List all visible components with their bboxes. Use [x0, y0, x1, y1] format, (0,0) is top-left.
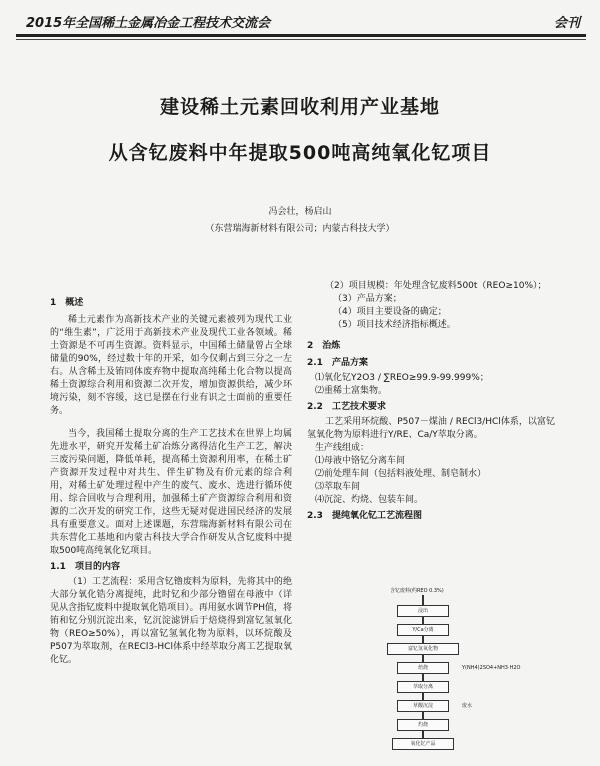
list-item: （4）项目主要设备的确定；: [333, 307, 447, 317]
list-item: ⑴母液中铬钇分离车间: [315, 456, 406, 466]
paragraph: 生产线组成：: [315, 443, 370, 453]
header-rule-thin: [16, 39, 586, 40]
paragraph: （1）工艺流程：采用含钇镥废料为原料，先将其中的绝大部分氧化锆分离提纯，此时钇和少部分镥留在母液中（详见从含指钇废料中提取氧化锆项目）。再用氨水调节PH值，将铕和钇分别沉淀出来，钇沉淀滤饼后于焙烧得到富钇氢氧化物（REO≥50%），再以富钇氢氧化物为原料，以环烷酸及P507为萃取剂，在RECl3-HCl体系中经萃取分离工艺提取氧化钇。: [50, 577, 292, 665]
flow-box: 富钇氢氧化物: [387, 643, 459, 655]
list-item: （3）产品方案；: [333, 294, 402, 304]
affiliation: （东营瑞海新材料有限公司；内蒙古科技大学）: [205, 224, 395, 234]
subsection-heading: 2.2 工艺技术要求: [307, 402, 386, 412]
header-label: 会刊: [553, 16, 580, 31]
list-item: ⑴氧化钇Y2O3 / ∑REO≥99.9-99.999%；: [315, 373, 489, 383]
flow-side-label: 废水: [462, 703, 473, 709]
flow-box: 焙烧: [397, 662, 449, 674]
flow-box: 氧化钇产品: [392, 738, 454, 750]
paragraph: 稀土元素作为高新技术产业的关键元素被列为现代工业的“维生素”，广泛用于高新技术产业及现代工业各领域。稀土资源是不可再生资源。资料显示，中国稀土储量曾占全球储量的90%，经过数十年的开采，如今仅剩占到三分之一左右。从含稀土及铕同体废弃物中提取高纯稀土化合物以提高稀土资源综合利用和资源二次开发，增加资源供给，减少环境污染，刻不容缓，这已是摆在行业有识之士面前的重要任务。: [50, 315, 292, 416]
header-conference: 2015年全国稀土金属冶金工程技术交流会: [26, 16, 271, 31]
authors: 冯会壮，杨启山: [268, 207, 332, 217]
flow-side-label: Y(NH4)2SO4+NH3·H2O: [462, 665, 521, 671]
subsection-heading: 1.1 项目的内容: [50, 562, 120, 572]
section-heading: 2 治炼: [307, 341, 341, 351]
list-item: ⑷沉淀、灼烧、包装车间。: [315, 495, 424, 505]
paragraph: 工艺采用环烷酸、P507－煤油 / RECl3/HCl体系，以富钇氢氧化物为原料进行Y/RE、Ca/Y萃取分离。: [307, 417, 555, 440]
subsection-heading: 2.1 产品方案: [307, 358, 368, 368]
list-item: ⑶萃取车间: [315, 482, 361, 492]
flow-box: Y/Ca分离: [397, 624, 449, 636]
list-item: ⑵前处理车间（包括料液处理、制皂制水）: [315, 469, 487, 479]
list-item: （5）项目技术经济指标概述。: [333, 320, 456, 330]
process-flowchart: [372, 585, 522, 763]
header-rule: [16, 34, 586, 37]
flow-box: 灼烧: [397, 719, 449, 731]
list-item: ⑵重稀土富集物。: [315, 386, 388, 396]
page-header: [16, 6, 586, 32]
flow-label-feed: 含钇废料(约REO 0.3%): [390, 588, 444, 594]
flow-box: 草酸沉淀: [397, 700, 449, 712]
right-column: [307, 280, 555, 525]
section-heading: 1 概述: [50, 298, 84, 308]
flow-box: 萃取分离: [397, 681, 449, 693]
subsection-heading: 2.3 提纯氧化钇工艺流程图: [307, 511, 422, 521]
flow-box: 浸出: [397, 605, 449, 617]
left-column: [50, 293, 292, 667]
title-line-1: 建设稀土元素回收利用产业基地: [159, 96, 440, 118]
title-line-2: 从含钇废料中年提取500吨高纯氧化钇项目: [108, 142, 492, 164]
paragraph: （2）项目规模：年处理含钇废料500t（REO≥10%）；: [325, 281, 547, 291]
paragraph: 当今，我国稀土提取分离的生产工艺技术在世界上均属先进水平，研究开发稀土矿冶炼分离得洁化生产工艺，解决三废污染问题，降低单耗，提高稀土资源利用率，在稀土矿产资源开发过程中对共生、伴生矿物及有价元素的综合利用，对稀土矿处理过程中产生的废气、废水、选进行循环使用、综合回收与合理利用，加强稀土矿产资源综合利用和资源的二次开发的研究工作，这些无疑对促进国民经济的发展具有重要意义。面对上述课题，东营瑞海新材料有限公司在共东营化工基地和内蒙古科技大学合作研发从含钇废料中提取500吨高纯氧化钇项目。: [50, 429, 292, 556]
